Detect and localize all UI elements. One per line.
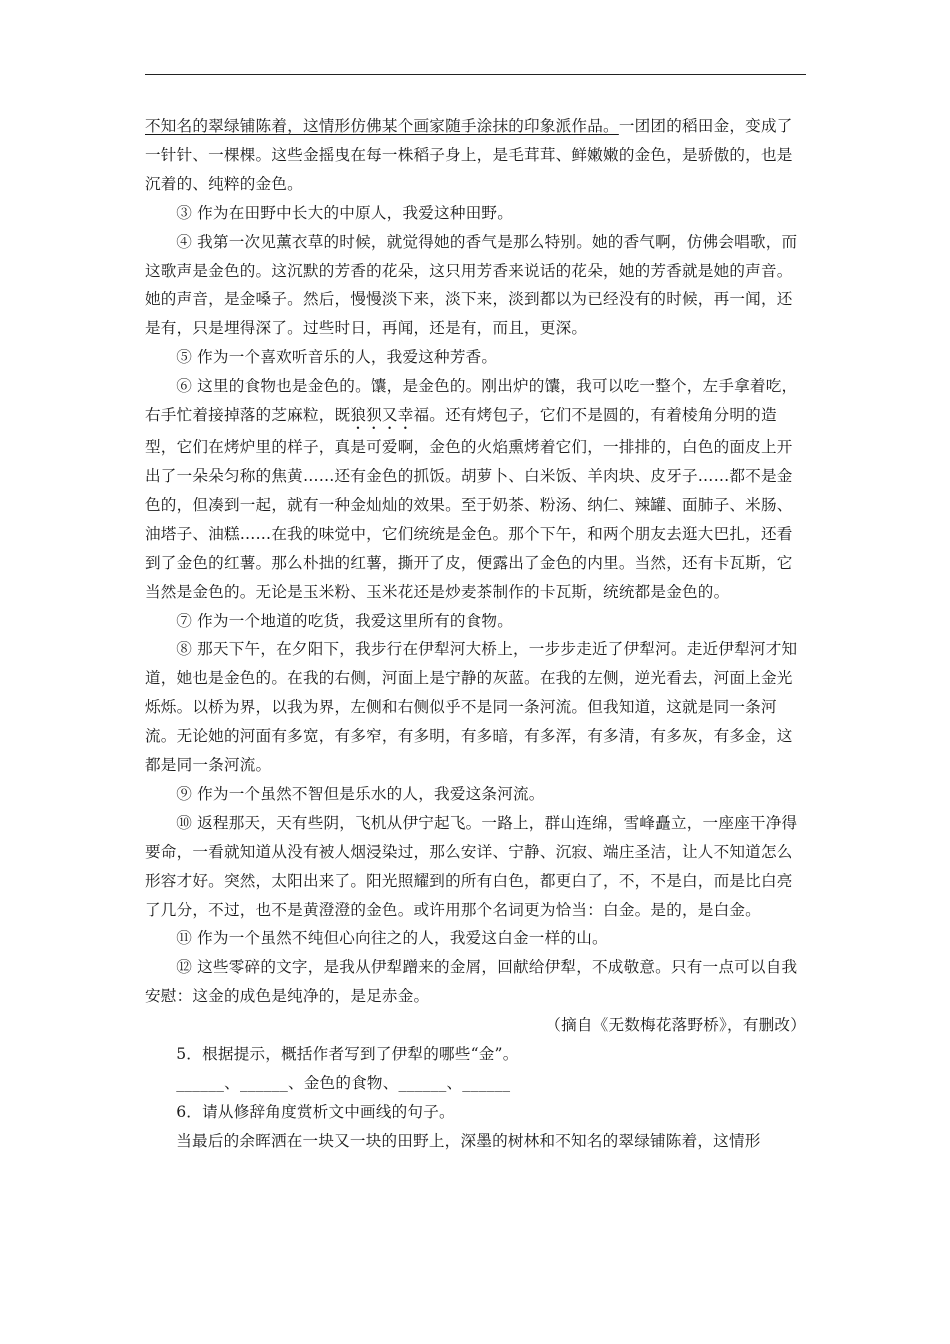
passage-paragraph-11: ⑪ 作为一个虽然不纯但心向往之的人，我爱这白金一样的山。 [176, 929, 608, 948]
passage-paragraph-4: ④ 我第一次见薰衣草的时候，就觉得她的香气是那么特别。她的香气啊，仿佛会唱歌，而这歌声是金色的。这沉默的芳香的花朵，这只用芳香来说话的花朵，她的芳香就是她的声音。她的声音，是金嗓子。然后，慢慢淡下来，淡下来，淡到都以为已经没有的时候，再一闻，还是有，只是埋得深了。过些时日，再闻，还是有，而且，更深。 [145, 232, 798, 338]
passage-paragraph-3: ③ 作为在田野中长大的中原人，我爱这种田野。 [176, 203, 514, 222]
underlined-sentence: 不知名的翠绿铺陈着，这情形仿佛某个画家随手涂抹的印象派作品。 [145, 117, 619, 135]
question-5-answer-blanks: ______、______、金色的食物、______、______ [176, 1074, 511, 1092]
passage-paragraph-10: ⑩ 返程那天，天有些阴，飞机从伊宁起飞。一路上，群山连绵，雪峰矗立，一座座干净得要命，一看就知道从没有被人烟浸染过，那么安详、宁静、沉寂、端庄圣洁，让人不知道怎么形容才好。突然，太阳出来了。阳光照耀到的所有白色，都更白了，不，不是白，而是比白亮了几分，不过，也不是黄澄澄的金色。或许用那个名词更为恰当：白金。是的，是白金。 [145, 813, 798, 919]
passage-paragraph-2-continued [145, 112, 808, 199]
paragraph-text: 福。还有烤包子，它们不是圆的，有着棱角分明的造型，它们在烤炉里的样子，真是可爱啊，金色的火焰熏烤着它们，一排排的，白色的面皮上开出了一朵朵匀称的焦黄……还有金色的抓饭。胡萝卜、白米饭、羊肉块、皮牙子……都不是金色的，但凑到一起，就有一种金灿灿的效果。至于奶茶、粉汤、纳仁、辣罐、面肺子、米肠、油塔子、油糕……在我的味觉中，它们统统是金色。那个下午，和两个朋友去逛大巴扎，还看到了金色的红薯。那么朴拙的红薯，撕开了皮，便露出了金色的内里。当然，还有卡瓦斯，它当然是金色的。无论是玉米粉、玉米花还是炒麦茶制作的卡瓦斯，统统都是金色的。 [145, 406, 793, 601]
emphasized-phrase: 狼狈又幸 [350, 406, 414, 425]
paragraph-text: 一团团的稻田金，变成了一针针、一棵棵。这些金摇曳在每一株稻子身上，是毛茸茸、鲜嫩嫩的金色，是骄傲的，也是沉着的、纯粹的金色。 [145, 117, 793, 193]
paragraph-text: ⑥ 这里的食物也是金色的。馕，是金色的。刚出炉的馕，我可以吃一整个，左手拿着吃，右手忙着接掉落的芝麻粒，既 [145, 377, 798, 425]
document-body [145, 112, 808, 1156]
answer-6: 当最后的余晖洒在一块又一块的田野上，深墨的树林和不知名的翠绿铺陈着，这情形 [176, 1131, 761, 1150]
passage-paragraph-12: ⑫ 这些零碎的文字，是我从伊犁蹭来的金屑，回献给伊犁，不成敬意。只有一点可以自我安慰：这金的成色是纯净的，是足赤金。 [145, 958, 798, 1006]
question-6: 6．请从修辞角度赏析文中画线的句子。 [176, 1102, 455, 1121]
header-rule [145, 74, 806, 75]
passage-paragraph-8: ⑧ 那天下午，在夕阳下，我步行在伊犁河大桥上，一步步走近了伊犁河。走近伊犁河才知道，她也是金色的。在我的右侧，河面上是宁静的灰蓝。在我的左侧，逆光看去，河面上金光烁烁。以桥为界，以我为界，左侧和右侧似乎不是同一条河流。但我知道，这就是同一条河流。无论她的河面有多宽，有多窄，有多明，有多暗，有多浑，有多清，有多灰，有多金，这都是同一条河流。 [145, 640, 798, 775]
passage-paragraph-9: ⑨ 作为一个虽然不智但是乐水的人，我爱这条河流。 [176, 784, 545, 803]
source-citation: （摘自《无数梅花落野桥》，有删改） [545, 1016, 806, 1035]
passage-paragraph-5: ⑤ 作为一个喜欢听音乐的人，我爱这种芳香。 [176, 348, 498, 367]
passage-paragraph-6 [145, 372, 808, 606]
passage-paragraph-7: ⑦ 作为一个地道的吃货，我爱这里所有的食物。 [176, 611, 514, 630]
question-5: 5．根据提示，概括作者写到了伊犁的哪些“金”。 [176, 1045, 519, 1064]
